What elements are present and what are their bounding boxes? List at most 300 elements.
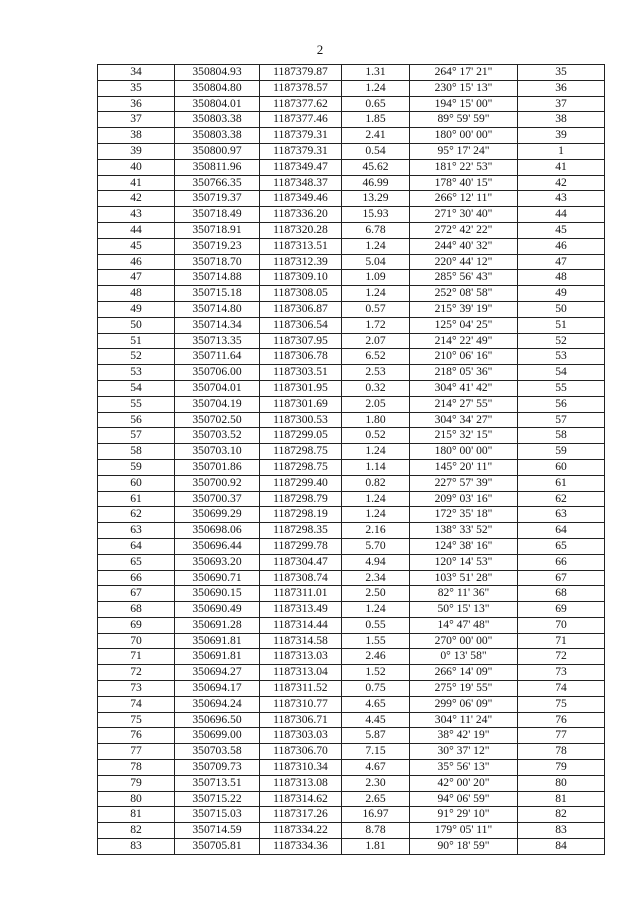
x-coordinate-cell: 350766.35	[175, 175, 260, 191]
distance-cell: 1.81	[342, 839, 410, 855]
table-row	[98, 112, 605, 128]
next-point-cell: 69	[518, 602, 605, 618]
distance-cell: 1.80	[342, 412, 410, 428]
next-point-cell: 38	[518, 112, 605, 128]
bearing-cell: 275° 19' 55"	[410, 681, 518, 697]
bearing-cell: 215° 39' 19"	[410, 301, 518, 317]
y-coordinate-cell: 1187313.51	[260, 238, 342, 254]
next-point-cell: 60	[518, 459, 605, 475]
x-coordinate-cell: 350699.29	[175, 507, 260, 523]
table-row	[98, 760, 605, 776]
table-row	[98, 301, 605, 317]
y-coordinate-cell: 1187306.54	[260, 317, 342, 333]
y-coordinate-cell: 1187313.08	[260, 775, 342, 791]
distance-cell: 2.50	[342, 586, 410, 602]
next-point-cell: 80	[518, 775, 605, 791]
next-point-cell: 1	[518, 143, 605, 159]
next-point-cell: 70	[518, 617, 605, 633]
bearing-cell: 194° 15' 00"	[410, 96, 518, 112]
next-point-cell: 71	[518, 633, 605, 649]
bearing-cell: 89° 59' 59"	[410, 112, 518, 128]
table-row	[98, 80, 605, 96]
point-number-cell: 61	[98, 491, 175, 507]
bearing-cell: 38° 42' 19"	[410, 728, 518, 744]
x-coordinate-cell: 350804.01	[175, 96, 260, 112]
x-coordinate-cell: 350705.81	[175, 839, 260, 855]
bearing-cell: 304° 41' 42"	[410, 380, 518, 396]
distance-cell: 1.24	[342, 80, 410, 96]
next-point-cell: 48	[518, 270, 605, 286]
distance-cell: 1.24	[342, 286, 410, 302]
x-coordinate-cell: 350709.73	[175, 760, 260, 776]
next-point-cell: 67	[518, 570, 605, 586]
y-coordinate-cell: 1187306.70	[260, 744, 342, 760]
bearing-cell: 95° 17' 24"	[410, 143, 518, 159]
next-point-cell: 55	[518, 380, 605, 396]
distance-cell: 1.24	[342, 491, 410, 507]
bearing-cell: 90° 18' 59"	[410, 839, 518, 855]
next-point-cell: 37	[518, 96, 605, 112]
table-row	[98, 554, 605, 570]
distance-cell: 6.52	[342, 349, 410, 365]
x-coordinate-cell: 350701.86	[175, 459, 260, 475]
point-number-cell: 37	[98, 112, 175, 128]
bearing-cell: 181° 22' 53"	[410, 159, 518, 175]
x-coordinate-cell: 350718.91	[175, 222, 260, 238]
point-number-cell: 53	[98, 365, 175, 381]
x-coordinate-cell: 350700.37	[175, 491, 260, 507]
y-coordinate-cell: 1187308.05	[260, 286, 342, 302]
table-row	[98, 665, 605, 681]
y-coordinate-cell: 1187313.49	[260, 602, 342, 618]
point-number-cell: 69	[98, 617, 175, 633]
bearing-cell: 30° 37' 12"	[410, 744, 518, 760]
distance-cell: 2.46	[342, 649, 410, 665]
next-point-cell: 82	[518, 807, 605, 823]
y-coordinate-cell: 1187309.10	[260, 270, 342, 286]
distance-cell: 2.30	[342, 775, 410, 791]
point-number-cell: 72	[98, 665, 175, 681]
bearing-cell: 244° 40' 32"	[410, 238, 518, 254]
x-coordinate-cell: 350704.01	[175, 380, 260, 396]
next-point-cell: 76	[518, 712, 605, 728]
y-coordinate-cell: 1187317.26	[260, 807, 342, 823]
table-row	[98, 475, 605, 491]
x-coordinate-cell: 350803.38	[175, 112, 260, 128]
next-point-cell: 51	[518, 317, 605, 333]
x-coordinate-cell: 350690.49	[175, 602, 260, 618]
point-number-cell: 52	[98, 349, 175, 365]
next-point-cell: 72	[518, 649, 605, 665]
table-row	[98, 428, 605, 444]
next-point-cell: 74	[518, 681, 605, 697]
next-point-cell: 68	[518, 586, 605, 602]
bearing-cell: 124° 38' 16"	[410, 538, 518, 554]
x-coordinate-cell: 350714.80	[175, 301, 260, 317]
next-point-cell: 53	[518, 349, 605, 365]
bearing-cell: 35° 56' 13"	[410, 760, 518, 776]
y-coordinate-cell: 1187300.53	[260, 412, 342, 428]
distance-cell: 46.99	[342, 175, 410, 191]
x-coordinate-cell: 350719.23	[175, 238, 260, 254]
table-row	[98, 333, 605, 349]
table-row	[98, 286, 605, 302]
bearing-cell: 210° 06' 16"	[410, 349, 518, 365]
bearing-cell: 180° 00' 00"	[410, 444, 518, 460]
point-number-cell: 39	[98, 143, 175, 159]
next-point-cell: 35	[518, 65, 605, 81]
next-point-cell: 62	[518, 491, 605, 507]
distance-cell: 0.75	[342, 681, 410, 697]
next-point-cell: 56	[518, 396, 605, 412]
point-number-cell: 76	[98, 728, 175, 744]
distance-cell: 2.07	[342, 333, 410, 349]
point-number-cell: 78	[98, 760, 175, 776]
x-coordinate-cell: 350691.28	[175, 617, 260, 633]
x-coordinate-cell: 350703.58	[175, 744, 260, 760]
bearing-cell: 94° 06' 59"	[410, 791, 518, 807]
y-coordinate-cell: 1187377.62	[260, 96, 342, 112]
table-row	[98, 317, 605, 333]
x-coordinate-cell: 350718.70	[175, 254, 260, 270]
y-coordinate-cell: 1187304.47	[260, 554, 342, 570]
y-coordinate-cell: 1187298.75	[260, 444, 342, 460]
bearing-cell: 220° 44' 12"	[410, 254, 518, 270]
distance-cell: 45.62	[342, 159, 410, 175]
distance-cell: 4.67	[342, 760, 410, 776]
point-number-cell: 48	[98, 286, 175, 302]
y-coordinate-cell: 1187348.37	[260, 175, 342, 191]
y-coordinate-cell: 1187306.71	[260, 712, 342, 728]
y-coordinate-cell: 1187303.51	[260, 365, 342, 381]
next-point-cell: 44	[518, 207, 605, 223]
table-row	[98, 681, 605, 697]
x-coordinate-cell: 350711.64	[175, 349, 260, 365]
table-row	[98, 349, 605, 365]
distance-cell: 0.32	[342, 380, 410, 396]
point-number-cell: 77	[98, 744, 175, 760]
y-coordinate-cell: 1187313.03	[260, 649, 342, 665]
x-coordinate-cell: 350696.44	[175, 538, 260, 554]
x-coordinate-cell: 350714.88	[175, 270, 260, 286]
point-number-cell: 80	[98, 791, 175, 807]
point-number-cell: 42	[98, 191, 175, 207]
coordinates-table	[97, 64, 605, 855]
y-coordinate-cell: 1187301.95	[260, 380, 342, 396]
table-row	[98, 270, 605, 286]
next-point-cell: 77	[518, 728, 605, 744]
distance-cell: 1.85	[342, 112, 410, 128]
point-number-cell: 67	[98, 586, 175, 602]
point-number-cell: 49	[98, 301, 175, 317]
y-coordinate-cell: 1187379.31	[260, 128, 342, 144]
point-number-cell: 50	[98, 317, 175, 333]
table-row	[98, 633, 605, 649]
point-number-cell: 70	[98, 633, 175, 649]
table-row	[98, 744, 605, 760]
point-number-cell: 38	[98, 128, 175, 144]
table-row	[98, 128, 605, 144]
distance-cell: 8.78	[342, 823, 410, 839]
y-coordinate-cell: 1187310.77	[260, 696, 342, 712]
point-number-cell: 51	[98, 333, 175, 349]
x-coordinate-cell: 350698.06	[175, 523, 260, 539]
table-row	[98, 254, 605, 270]
bearing-cell: 120° 14' 53"	[410, 554, 518, 570]
distance-cell: 0.65	[342, 96, 410, 112]
bearing-cell: 270° 00' 00"	[410, 633, 518, 649]
point-number-cell: 74	[98, 696, 175, 712]
bearing-cell: 271° 30' 40"	[410, 207, 518, 223]
x-coordinate-cell: 350700.92	[175, 475, 260, 491]
point-number-cell: 63	[98, 523, 175, 539]
distance-cell: 7.15	[342, 744, 410, 760]
point-number-cell: 40	[98, 159, 175, 175]
distance-cell: 2.53	[342, 365, 410, 381]
table-row	[98, 791, 605, 807]
x-coordinate-cell: 350704.19	[175, 396, 260, 412]
next-point-cell: 45	[518, 222, 605, 238]
y-coordinate-cell: 1187377.46	[260, 112, 342, 128]
distance-cell: 1.09	[342, 270, 410, 286]
point-number-cell: 65	[98, 554, 175, 570]
table-row	[98, 444, 605, 460]
x-coordinate-cell: 350804.93	[175, 65, 260, 81]
bearing-cell: 264° 17' 21"	[410, 65, 518, 81]
x-coordinate-cell: 350690.15	[175, 586, 260, 602]
bearing-cell: 14° 47' 48"	[410, 617, 518, 633]
point-number-cell: 82	[98, 823, 175, 839]
bearing-cell: 138° 33' 52"	[410, 523, 518, 539]
x-coordinate-cell: 350719.37	[175, 191, 260, 207]
next-point-cell: 81	[518, 791, 605, 807]
distance-cell: 4.45	[342, 712, 410, 728]
x-coordinate-cell: 350715.22	[175, 791, 260, 807]
y-coordinate-cell: 1187334.36	[260, 839, 342, 855]
x-coordinate-cell: 350694.27	[175, 665, 260, 681]
next-point-cell: 39	[518, 128, 605, 144]
point-number-cell: 34	[98, 65, 175, 81]
table-row	[98, 159, 605, 175]
y-coordinate-cell: 1187349.47	[260, 159, 342, 175]
distance-cell: 2.41	[342, 128, 410, 144]
table-row	[98, 775, 605, 791]
bearing-cell: 82° 11' 36"	[410, 586, 518, 602]
x-coordinate-cell: 350714.34	[175, 317, 260, 333]
bearing-cell: 209° 03' 16"	[410, 491, 518, 507]
y-coordinate-cell: 1187298.19	[260, 507, 342, 523]
y-coordinate-cell: 1187308.74	[260, 570, 342, 586]
next-point-cell: 59	[518, 444, 605, 460]
y-coordinate-cell: 1187303.03	[260, 728, 342, 744]
y-coordinate-cell: 1187311.01	[260, 586, 342, 602]
point-number-cell: 68	[98, 602, 175, 618]
distance-cell: 13.29	[342, 191, 410, 207]
point-number-cell: 75	[98, 712, 175, 728]
y-coordinate-cell: 1187379.31	[260, 143, 342, 159]
next-point-cell: 54	[518, 365, 605, 381]
x-coordinate-cell: 350694.24	[175, 696, 260, 712]
y-coordinate-cell: 1187378.57	[260, 80, 342, 96]
next-point-cell: 47	[518, 254, 605, 270]
next-point-cell: 41	[518, 159, 605, 175]
y-coordinate-cell: 1187306.78	[260, 349, 342, 365]
table-row	[98, 839, 605, 855]
point-number-cell: 71	[98, 649, 175, 665]
distance-cell: 16.97	[342, 807, 410, 823]
next-point-cell: 49	[518, 286, 605, 302]
distance-cell: 1.31	[342, 65, 410, 81]
point-number-cell: 44	[98, 222, 175, 238]
table-row	[98, 696, 605, 712]
bearing-cell: 252° 08' 58"	[410, 286, 518, 302]
table-row	[98, 507, 605, 523]
next-point-cell: 58	[518, 428, 605, 444]
bearing-cell: 214° 22' 49"	[410, 333, 518, 349]
x-coordinate-cell: 350800.97	[175, 143, 260, 159]
x-coordinate-cell: 350696.50	[175, 712, 260, 728]
y-coordinate-cell: 1187301.69	[260, 396, 342, 412]
bearing-cell: 91° 29' 10"	[410, 807, 518, 823]
table-row	[98, 396, 605, 412]
table-row	[98, 586, 605, 602]
table-row	[98, 65, 605, 81]
bearing-cell: 215° 32' 15"	[410, 428, 518, 444]
next-point-cell: 46	[518, 238, 605, 254]
point-number-cell: 73	[98, 681, 175, 697]
point-number-cell: 56	[98, 412, 175, 428]
bearing-cell: 180° 00' 00"	[410, 128, 518, 144]
x-coordinate-cell: 350694.17	[175, 681, 260, 697]
x-coordinate-cell: 350714.59	[175, 823, 260, 839]
x-coordinate-cell: 350715.18	[175, 286, 260, 302]
x-coordinate-cell: 350715.03	[175, 807, 260, 823]
table-row	[98, 459, 605, 475]
point-number-cell: 64	[98, 538, 175, 554]
table-row	[98, 238, 605, 254]
point-number-cell: 57	[98, 428, 175, 444]
table-row	[98, 807, 605, 823]
x-coordinate-cell: 350693.20	[175, 554, 260, 570]
table-row	[98, 175, 605, 191]
y-coordinate-cell: 1187298.75	[260, 459, 342, 475]
next-point-cell: 75	[518, 696, 605, 712]
bearing-cell: 304° 11' 24"	[410, 712, 518, 728]
next-point-cell: 52	[518, 333, 605, 349]
point-number-cell: 59	[98, 459, 175, 475]
point-number-cell: 36	[98, 96, 175, 112]
table-row	[98, 728, 605, 744]
x-coordinate-cell: 350811.96	[175, 159, 260, 175]
y-coordinate-cell: 1187314.62	[260, 791, 342, 807]
next-point-cell: 84	[518, 839, 605, 855]
x-coordinate-cell: 350691.81	[175, 649, 260, 665]
bearing-cell: 272° 42' 22"	[410, 222, 518, 238]
next-point-cell: 43	[518, 191, 605, 207]
bearing-cell: 42° 00' 20"	[410, 775, 518, 791]
y-coordinate-cell: 1187299.78	[260, 538, 342, 554]
table-row	[98, 380, 605, 396]
y-coordinate-cell: 1187299.05	[260, 428, 342, 444]
x-coordinate-cell: 350804.80	[175, 80, 260, 96]
distance-cell: 1.24	[342, 507, 410, 523]
point-number-cell: 60	[98, 475, 175, 491]
table-row	[98, 617, 605, 633]
distance-cell: 0.55	[342, 617, 410, 633]
distance-cell: 0.57	[342, 301, 410, 317]
distance-cell: 4.65	[342, 696, 410, 712]
distance-cell: 0.82	[342, 475, 410, 491]
x-coordinate-cell: 350702.50	[175, 412, 260, 428]
next-point-cell: 73	[518, 665, 605, 681]
table-row	[98, 602, 605, 618]
point-number-cell: 45	[98, 238, 175, 254]
distance-cell: 5.04	[342, 254, 410, 270]
point-number-cell: 47	[98, 270, 175, 286]
bearing-cell: 125° 04' 25"	[410, 317, 518, 333]
table-row	[98, 191, 605, 207]
point-number-cell: 83	[98, 839, 175, 855]
y-coordinate-cell: 1187313.04	[260, 665, 342, 681]
distance-cell: 4.94	[342, 554, 410, 570]
bearing-cell: 103° 51' 28"	[410, 570, 518, 586]
bearing-cell: 227° 57' 39"	[410, 475, 518, 491]
table-row	[98, 143, 605, 159]
distance-cell: 2.34	[342, 570, 410, 586]
next-point-cell: 64	[518, 523, 605, 539]
y-coordinate-cell: 1187379.87	[260, 65, 342, 81]
point-number-cell: 66	[98, 570, 175, 586]
x-coordinate-cell: 350718.49	[175, 207, 260, 223]
y-coordinate-cell: 1187314.58	[260, 633, 342, 649]
page-number: 2	[316, 42, 324, 57]
table-row	[98, 365, 605, 381]
bearing-cell: 230° 15' 13"	[410, 80, 518, 96]
x-coordinate-cell: 350803.38	[175, 128, 260, 144]
distance-cell: 1.24	[342, 444, 410, 460]
y-coordinate-cell: 1187320.28	[260, 222, 342, 238]
y-coordinate-cell: 1187307.95	[260, 333, 342, 349]
bearing-cell: 0° 13' 58"	[410, 649, 518, 665]
next-point-cell: 78	[518, 744, 605, 760]
point-number-cell: 35	[98, 80, 175, 96]
distance-cell: 1.72	[342, 317, 410, 333]
distance-cell: 2.16	[342, 523, 410, 539]
table-row	[98, 712, 605, 728]
next-point-cell: 57	[518, 412, 605, 428]
x-coordinate-cell: 350691.81	[175, 633, 260, 649]
x-coordinate-cell: 350713.35	[175, 333, 260, 349]
point-number-cell: 81	[98, 807, 175, 823]
y-coordinate-cell: 1187336.20	[260, 207, 342, 223]
y-coordinate-cell: 1187349.46	[260, 191, 342, 207]
x-coordinate-cell: 350713.51	[175, 775, 260, 791]
x-coordinate-cell: 350699.00	[175, 728, 260, 744]
y-coordinate-cell: 1187306.87	[260, 301, 342, 317]
bearing-cell: 145° 20' 11"	[410, 459, 518, 475]
distance-cell: 5.70	[342, 538, 410, 554]
point-number-cell: 41	[98, 175, 175, 191]
distance-cell: 1.24	[342, 602, 410, 618]
point-number-cell: 58	[98, 444, 175, 460]
table-row	[98, 649, 605, 665]
distance-cell: 15.93	[342, 207, 410, 223]
x-coordinate-cell: 350703.52	[175, 428, 260, 444]
y-coordinate-cell: 1187310.34	[260, 760, 342, 776]
y-coordinate-cell: 1187298.35	[260, 523, 342, 539]
y-coordinate-cell: 1187311.52	[260, 681, 342, 697]
y-coordinate-cell: 1187299.40	[260, 475, 342, 491]
